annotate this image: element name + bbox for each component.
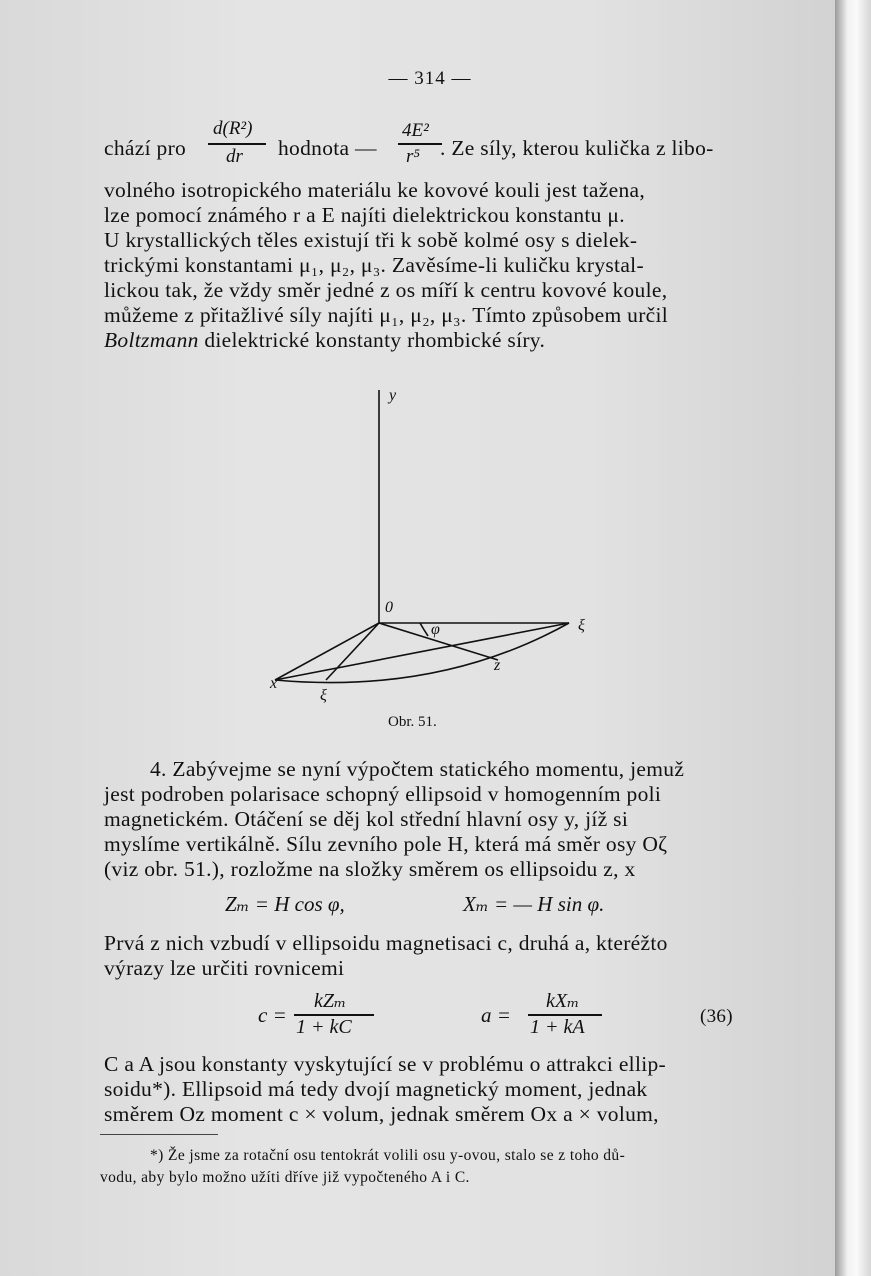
- base-line: [275, 623, 569, 680]
- para2-line3: magnetickém. Otáčení se děj kol střední hlavní osy y, jíž si: [104, 807, 629, 831]
- para1-line6: lickou tak, že vždy směr jedné z os míří k centru kovové koule,: [104, 278, 668, 302]
- phi-arc: [420, 623, 428, 636]
- frac1-numerator: d(R²): [213, 118, 253, 139]
- para4-line2: soidu*). Ellipsoid má tedy dvojí magnetický moment, jednak: [104, 1077, 648, 1101]
- para1-line5: trickými konstantami μ₁, μ₂, μ₃. Zavěsíme-li kuličku krystal-: [104, 253, 644, 277]
- frac1-denominator: dr: [226, 146, 243, 167]
- label-xi-bottom: ξ: [320, 687, 327, 704]
- eq36-a-lhs: a =: [481, 1003, 511, 1027]
- para1-line7: můžeme z přitažlivé síly najíti μ₁, μ₂, μ₃. Tímto způsobem určil: [104, 303, 669, 327]
- para1-line1-mid: hodnota —: [278, 136, 377, 160]
- eq36-a-numerator: kXₘ: [546, 990, 580, 1012]
- x-axis-line: [275, 623, 379, 680]
- eq36-c-numerator: kZₘ: [314, 990, 347, 1012]
- label-y: y: [389, 387, 397, 404]
- equation-xm: Xₘ = — H sin φ.: [463, 892, 605, 916]
- para2-line5: (viz obr. 51.), rozložme na složky směrem os ellipsoidu z, x: [104, 857, 636, 881]
- eq36-c-lhs: c =: [258, 1003, 287, 1027]
- para1-line1-end: . Ze síly, kterou kulička z libo-: [440, 136, 714, 160]
- label-x: x: [270, 675, 278, 692]
- frac2-denominator: r⁵: [406, 146, 420, 167]
- para4-line1: C a A jsou konstanty vyskytující se v problému o attrakci ellip-: [104, 1052, 667, 1076]
- footnote-line2: vodu, aby bylo možno užíti dříve již vypočteného A i C.: [100, 1169, 470, 1186]
- eq36-c-denominator: 1 + kC: [296, 1016, 352, 1038]
- equation-zm: Zₘ = H cos φ,: [225, 892, 345, 916]
- para2-line2: jest podroben polarisace schopný ellipsoid v homogenním poli: [104, 782, 662, 806]
- xi-lower-line: [326, 623, 379, 680]
- label-xi-right: ξ: [578, 617, 585, 634]
- footnote-rule: [100, 1134, 218, 1135]
- label-origin: 0: [385, 599, 393, 616]
- para2-line4: myslíme vertikálně. Sílu zevního pole H, která má směr osy Oζ: [104, 832, 668, 856]
- para4-line3: směrem Oz moment c × volum, jednak směrem Ox a × volum,: [104, 1102, 659, 1126]
- frac2-numerator: 4E²: [402, 120, 429, 141]
- footnote-line1: *) Že jsme za rotační osu tentokrát volili osu y-ovou, stalo se z toho dů-: [150, 1147, 626, 1164]
- page-number: — 314 —: [388, 68, 472, 89]
- para3-line1: Prvá z nich vzbudí v ellipsoidu magnetisaci c, druhá a, kteréžto: [104, 931, 668, 955]
- label-phi: φ: [431, 621, 440, 638]
- eq36-a-denominator: 1 + kA: [530, 1016, 585, 1038]
- para2-line1: 4. Zabývejme se nyní výpočtem statického momentu, jemuž: [150, 757, 685, 781]
- para1-line2: volného isotropického materiálu ke kovové kouli jest tažena,: [104, 178, 646, 202]
- author-name: Boltzmann: [104, 328, 199, 352]
- para1-line1-start: chází pro: [104, 136, 187, 160]
- para1-line3: lze pomocí známého r a E najíti dielektrickou konstantu μ.: [104, 203, 625, 227]
- label-z: z: [494, 657, 501, 674]
- para3-line2: výrazy lze určiti rovnicemi: [104, 956, 345, 980]
- equation-number: (36): [700, 1006, 733, 1027]
- para1-line4: U krystallických těles existují tři k sobě kolmé osy s dielek-: [104, 228, 638, 252]
- para1-line8-rest: dielektrické konstanty rhombické síry.: [198, 328, 546, 352]
- figure-caption: Obr. 51.: [388, 714, 437, 730]
